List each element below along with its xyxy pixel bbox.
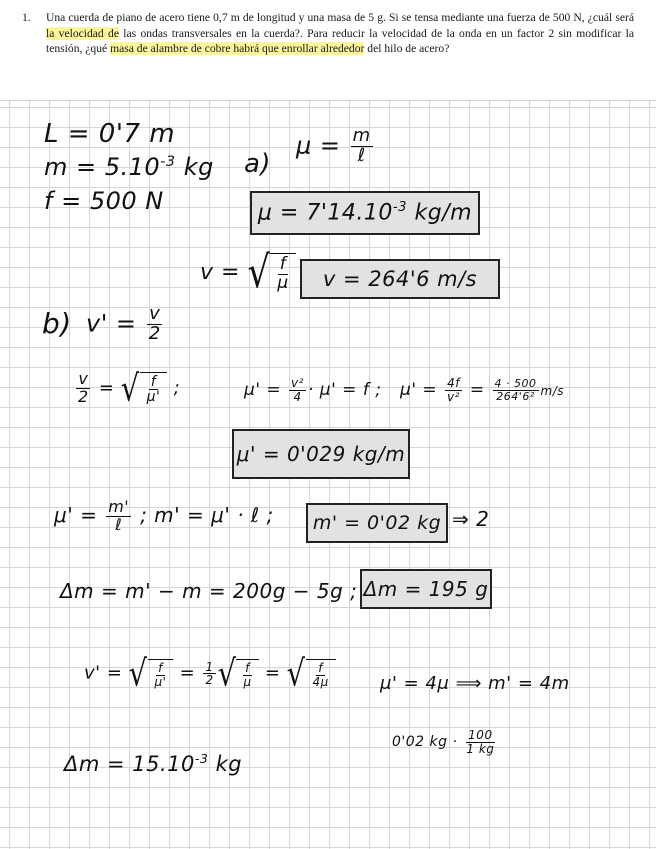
- problem-number: 1.: [22, 11, 31, 24]
- highlight-copper-mass: masa de alambre de cobre habrá que enrollar alrededor: [110, 42, 365, 56]
- part-a-label: a): [244, 149, 272, 179]
- mu-result: $\mu = 7'14.10^{-3}$ kg/m: [257, 200, 473, 226]
- mu-prime-result-box: [232, 429, 410, 479]
- implies-two: ⇒ 2: [452, 507, 490, 531]
- problem-text-1: Una cuerda de piano de acero tiene 0,7 m de longitud y una masa de 5 g. Si se tensa mediante una fuerza de 500 N, ¿cuál será: [46, 11, 634, 24]
- grid-paper: [0, 100, 656, 849]
- given-mass: $m = 5.10^{-3}$ kg: [44, 153, 214, 181]
- mass-difference-bottom: $\Delta m = 15.10^{-3}$ kg: [64, 751, 243, 776]
- highlight-velocity: la velocidad de: [46, 26, 119, 40]
- problem-statement: [0, 0, 656, 100]
- problem-text-2: las ondas transversales en la cuerda?. Para reducir la velocidad de la onda en un factor 2 sin modificar la tensión, ¿qué: [46, 26, 634, 56]
- part-b-label: b): [42, 307, 72, 340]
- m-prime-result-box: [306, 503, 448, 543]
- linear-density-formula: μ = $\frac{m}{\text{ℓ}}$: [296, 125, 371, 166]
- velocity-result: v = 264'6 m/s: [322, 267, 478, 291]
- unit-conversion: 0'02 kg · $\frac{100}{1 kg}$: [392, 728, 495, 756]
- equation-mu-prime: μ' = $\frac{\text{v²}}{4}$ · μ' = f ;: [244, 376, 382, 404]
- equation-m-prime: μ' = $\frac{m'}{\text{ℓ}}$ ; m' = μ' · ℓ ;: [54, 497, 274, 534]
- velocity-result-box: [300, 259, 500, 299]
- equation-mu-prime-solved: μ' = $\frac{4f}{\text{v²}}$ = $\frac{4 \cdot 500}{\text{264'6²}}$ m/s: [400, 376, 564, 404]
- velocity-formula: v = √ $\frac{f}{\mu}$: [200, 253, 296, 293]
- mass-difference-result-box: [360, 569, 492, 609]
- mass-difference-result: Δm = 195 g: [363, 577, 489, 601]
- half-velocity-condition: v' = $\frac{v}{2}$: [86, 303, 161, 344]
- mu-result-box: [250, 191, 480, 235]
- m-prime-result: m' = 0'02 kg: [312, 512, 442, 534]
- problem-text-3: del hilo de acero?: [364, 42, 450, 56]
- mu-relation: μ' = 4μ ⟹ m' = 4m: [380, 673, 570, 694]
- mass-difference-equation: Δm = m' − m = 200g − 5g ;: [60, 579, 358, 603]
- problem-paragraph: [22, 10, 634, 57]
- mu-prime-result: μ' = 0'029 kg/m: [236, 442, 406, 466]
- velocity-ratio-equation: v' = √ $\frac{f}{\mu'}$ = $\frac{1}{2}$ √ $\frac{f}{\mu}$ = √ $\frac{f}{4\mu}$: [84, 659, 336, 688]
- given-force: f = 500 N: [44, 187, 164, 215]
- given-length: L = 0'7 m: [44, 119, 176, 149]
- equation-v-half: $\frac{v}{2}$ = √ $\frac{f}{\mu'}$ ;: [78, 366, 181, 410]
